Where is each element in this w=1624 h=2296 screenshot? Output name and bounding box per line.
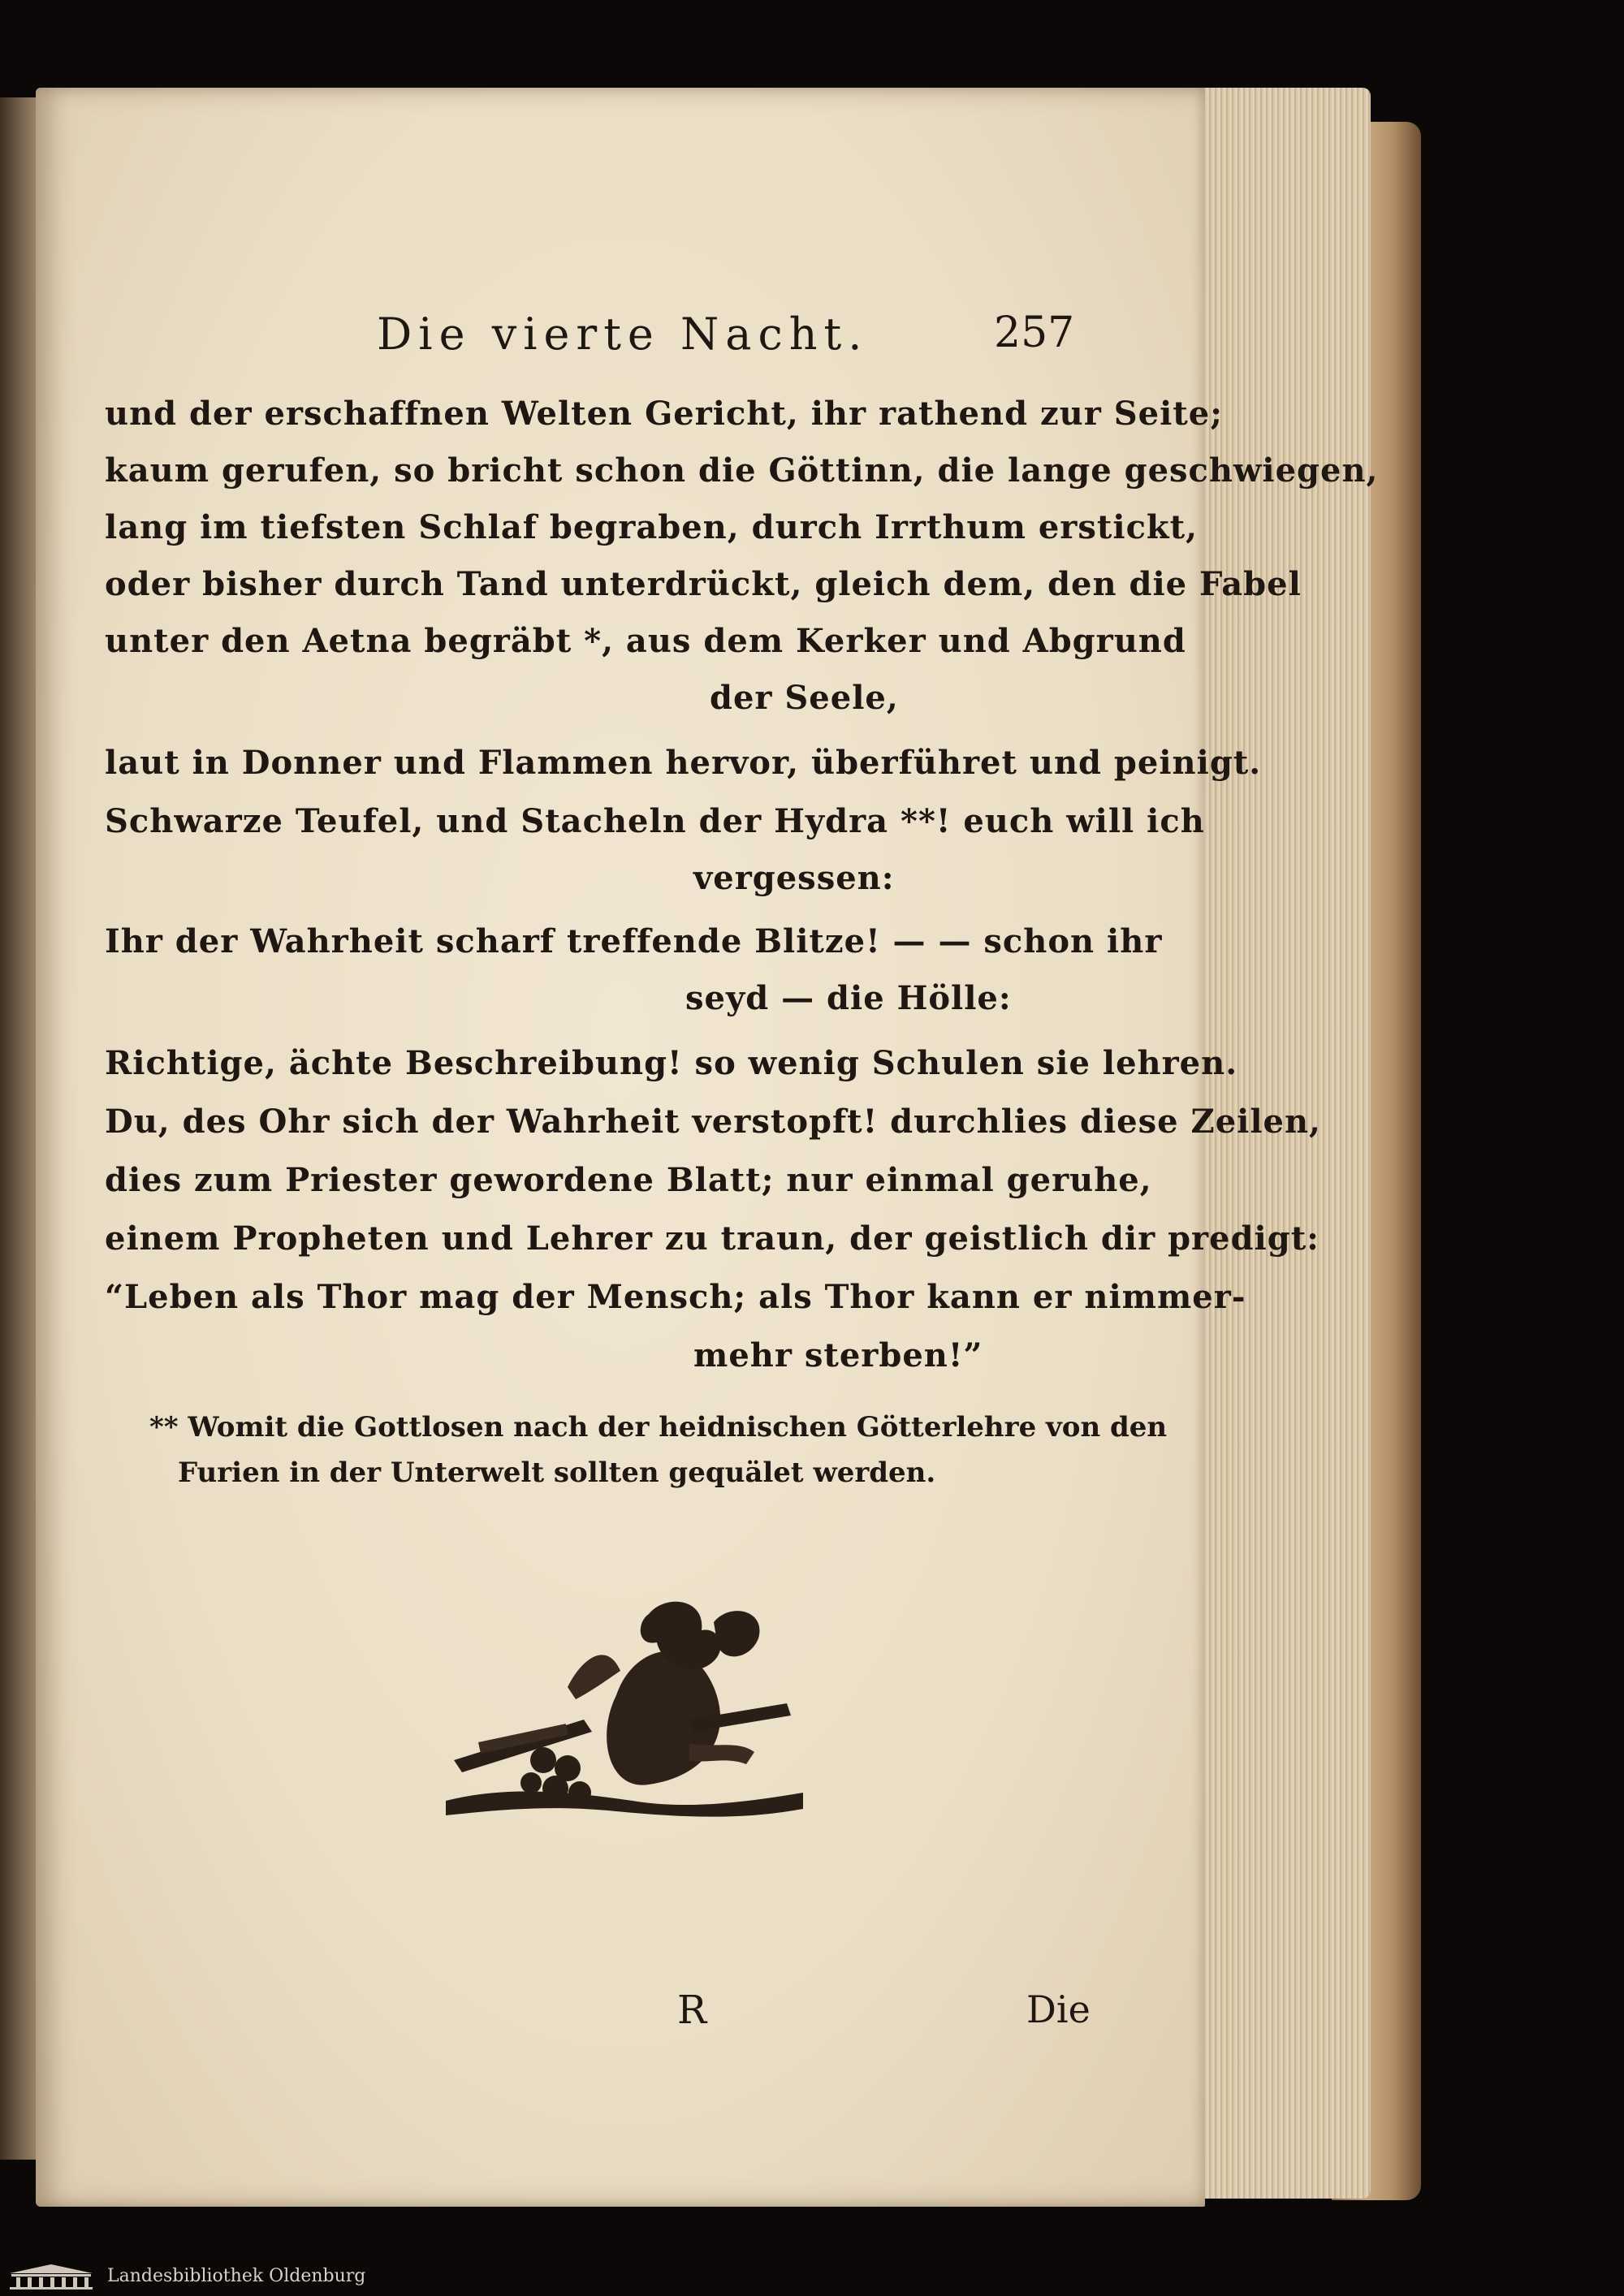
vignette-ornament xyxy=(446,1598,803,1825)
text-line: kaum gerufen, so bricht schon die Göttinn, die lange geschwiegen, xyxy=(105,451,1379,490)
text-line: Ihr der Wahrheit scharf treffende Blitze! — — schon ihr xyxy=(105,922,1163,960)
running-head: Die vierte Nacht. xyxy=(377,309,869,360)
text-line: Schwarze Teufel, und Stacheln der Hydra **! euch will ich xyxy=(105,802,1205,840)
footnote-line: Furien in der Unterwelt sollten gequälet werden. xyxy=(178,1457,936,1489)
signature-mark: R xyxy=(677,1987,707,2033)
page-block-edges xyxy=(1200,88,1371,2199)
library-building-icon xyxy=(6,2262,96,2290)
text-line-continuation: seyd — die Hölle: xyxy=(685,979,1012,1017)
footnote-line: ** Womit die Gottlosen nach der heidnischen Götterlehre von den xyxy=(149,1411,1168,1444)
library-name: Landesbibliothek Oldenburg xyxy=(107,2266,366,2286)
text-line: dies zum Priester gewordene Blatt; nur einmal geruhe, xyxy=(105,1161,1152,1199)
text-line: laut in Donner und Flammen hervor, überführet und peinigt. xyxy=(105,744,1262,782)
text-line-continuation: vergessen: xyxy=(693,859,895,897)
text-line: Du, des Ohr sich der Wahrheit verstopft! durchlies diese Zeilen, xyxy=(105,1103,1321,1141)
left-page-edge xyxy=(0,97,37,2160)
text-line: unter den Aetna begräbt *, aus dem Kerker und Abgrund xyxy=(105,622,1186,660)
catchword: Die xyxy=(1026,1987,1091,2031)
page-number: 257 xyxy=(994,309,1075,357)
text-line: Richtige, ächte Beschreibung! so wenig Schulen sie lehren. xyxy=(105,1044,1238,1082)
text-line: einem Propheten und Lehrer zu traun, der geistlich dir predigt: xyxy=(105,1219,1320,1258)
text-line-continuation: der Seele, xyxy=(710,679,899,717)
text-line: lang im tiefsten Schlaf begraben, durch Irrthum erstickt, xyxy=(105,508,1199,546)
text-line: “Leben als Thor mag der Mensch; als Thor kann er nimmer- xyxy=(105,1278,1246,1316)
text-line: und der erschaffnen Welten Gericht, ihr rathend zur Seite; xyxy=(105,395,1223,433)
book-page xyxy=(36,88,1379,2207)
text-line: oder bisher durch Tand unterdrückt, gleich dem, den die Fabel xyxy=(105,565,1302,603)
text-line-continuation: mehr sterben!” xyxy=(693,1336,983,1375)
